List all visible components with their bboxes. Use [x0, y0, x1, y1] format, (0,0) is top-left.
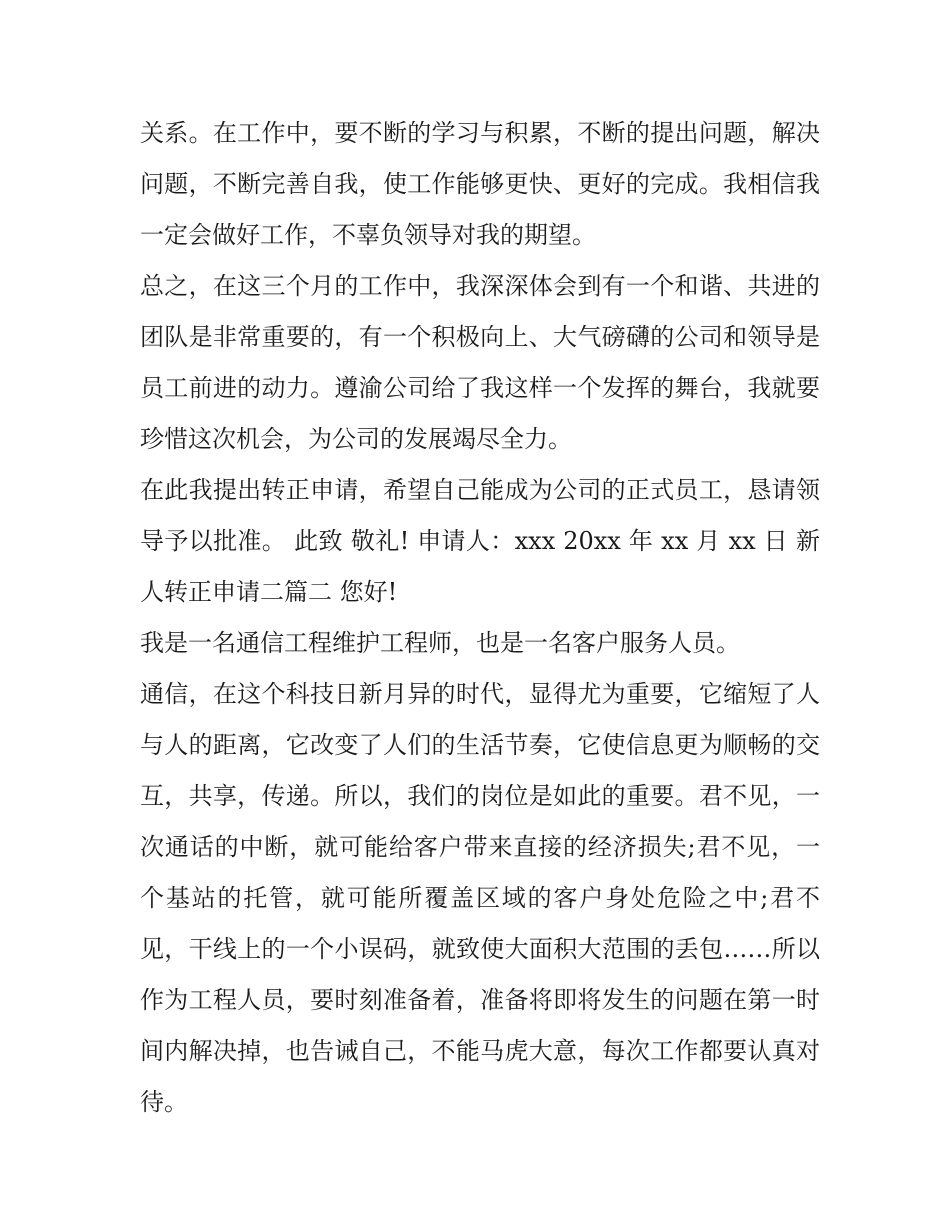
paragraph-3: 在此我提出转正申请，希望自己能成为公司的正式员工，恳请领导予以批准。 此致 敬礼! 申请人：xxx 20xx 年 xx 月 xx 日 新人转正申请二篇二 您好!	[140, 476, 820, 606]
paragraph-1: 关系。在工作中，要不断的学习与积累，不断的提出问题，解决问题，不断完善自我，使工作能够更快、更好的完成。我相信我一定会做好工作，不辜负领导对我的期望。	[140, 119, 820, 249]
paragraph-4: 我是一名通信工程维护工程师，也是一名客户服务人员。	[140, 629, 740, 657]
paragraph-5: 通信，在这个科技日新月异的时代，显得尤为重要，它缩短了人与人的距离，它改变了人们的生活节奏，它使信息更为顺畅的交互，共享，传递。所以，我们的岗位是如此的重要。君不见，一次通话的中断，就可能给客户带来直接的经济损失;君不见，一个基站的托管，就可能所覆盖区域的客户身处危险之中;君不见，干线上的一个小误码，就致使大面积大范围的丢包……所以作为工程人员，要时刻准备着，准备将即将发生的问题在第一时间内解决掉，也告诫自己，不能马虎大意，每次工作都要认真对待。	[140, 680, 820, 1116]
document-body	[140, 108, 820, 1128]
paragraph-2: 总之，在这三个月的工作中，我深深体会到有一个和谐、共进的团队是非常重要的，有一个积极向上、大气磅礴的公司和领导是员工前进的动力。遵渝公司给了我这样一个发挥的舞台，我就要珍惜这次机会，为公司的发展竭尽全力。	[140, 272, 820, 453]
